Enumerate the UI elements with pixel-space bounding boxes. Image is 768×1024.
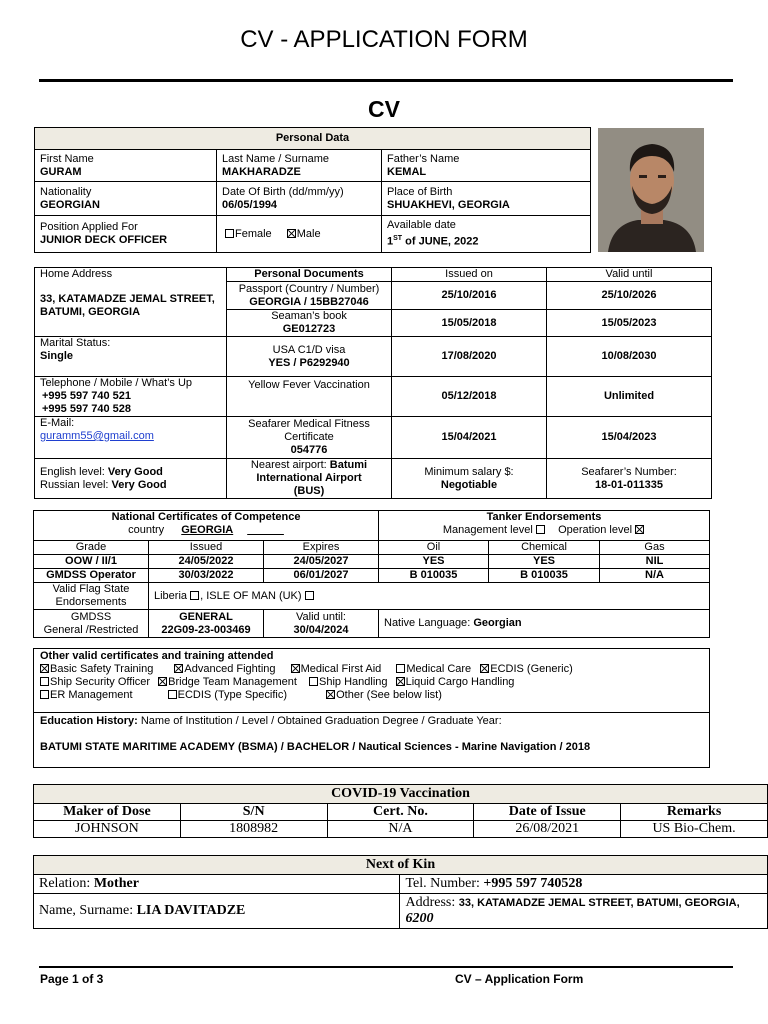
medical-valid: 15/04/2023	[547, 417, 712, 459]
next-of-kin-header: Next of Kin	[34, 856, 768, 875]
next-of-kin-table	[33, 855, 768, 929]
coc-cell: NIL	[600, 555, 710, 569]
documents-table	[34, 267, 712, 499]
training-checkbox[interactable]	[480, 664, 489, 673]
female-checkbox[interactable]	[225, 229, 234, 238]
nationality-cell: Nationality GEORGIAN	[35, 182, 217, 216]
seaman-valid: 15/05/2023	[547, 310, 712, 337]
passport-issued: 25/10/2016	[392, 282, 547, 310]
covid-cell: JOHNSON	[34, 821, 181, 838]
top-rule	[39, 79, 733, 82]
page-title: CV - APPLICATION FORM	[240, 26, 528, 53]
gas-header: Gas	[600, 541, 710, 555]
training-checkbox[interactable]	[40, 664, 49, 673]
training-row-1: Basic Safety Training Advanced Fighting Medical First Aid Medical Care ECDIS (Generic)	[40, 663, 703, 676]
male-checkbox[interactable]	[287, 229, 296, 238]
training-checkbox[interactable]	[291, 664, 300, 673]
personal-docs-header: Personal Documents	[227, 268, 392, 282]
isle-of-man-checkbox[interactable]	[305, 591, 314, 600]
available-date-cell: Available date 1ST of JUNE, 2022	[382, 216, 591, 253]
name-cell: Name, Surname: LIA DAVITADZE	[34, 894, 400, 929]
training-checkbox[interactable]	[309, 677, 318, 686]
coc-cell: 30/03/2022	[149, 569, 264, 583]
liberia-checkbox[interactable]	[190, 591, 199, 600]
seafarer-number-cell: Seafarer’s Number: 18-01-011335	[547, 459, 712, 499]
gmdss-label: GMDSS General /Restricted	[34, 610, 149, 638]
grade-header: Grade	[34, 541, 149, 555]
covid-cell: 1808982	[180, 821, 327, 838]
gmdss-valid: Valid until: 30/04/2024	[264, 610, 379, 638]
coc-cell: YES	[379, 555, 489, 569]
applicant-photo	[598, 128, 704, 252]
covid-cell: US Bio-Chem.	[621, 821, 768, 838]
email-link[interactable]: guramm55@gmail.com	[40, 430, 154, 442]
passport-cell: Passport (Country / Number) GEORGIA / 15BB27046	[227, 282, 392, 310]
marital-cell: Marital Status: Single	[35, 337, 227, 377]
training-checkbox[interactable]	[40, 677, 49, 686]
training-checkbox[interactable]	[174, 664, 183, 673]
address-cell: Address: 33, KATAMADZE JEMAL STREET, BATUMI, GEORGIA, 6200	[400, 894, 768, 929]
coc-cell: B 010035	[489, 569, 600, 583]
covid-col-header: Cert. No.	[327, 804, 474, 821]
flag-state-label: Valid Flag State Endorsements	[34, 583, 149, 610]
language-level-cell: English level: Very Good Russian level: Very Good	[35, 459, 227, 499]
covid-col-header: Maker of Dose	[34, 804, 181, 821]
medical-cell: Seafarer Medical Fitness Certificate 054776	[227, 417, 392, 459]
management-level-checkbox[interactable]	[536, 525, 545, 534]
last-name-cell: Last Name / Surname MAKHARADZE	[217, 150, 382, 182]
dob-cell: Date Of Birth (dd/mm/yy) 06/05/1994	[217, 182, 382, 216]
covid-cell: N/A	[327, 821, 474, 838]
covid-col-header: Date of Issue	[474, 804, 621, 821]
training-title: Other valid certificates and training attended	[40, 650, 274, 662]
covid-header: COVID-19 Vaccination	[34, 785, 768, 804]
coc-cell: 24/05/2022	[149, 555, 264, 569]
footer-rule	[39, 966, 733, 968]
covid-col-header: Remarks	[621, 804, 768, 821]
issued-on-header: Issued on	[392, 268, 547, 282]
covid-cell: 26/08/2021	[474, 821, 621, 838]
training-checkbox[interactable]	[168, 690, 177, 699]
position-cell: Position Applied For JUNIOR DECK OFFICER	[35, 216, 217, 253]
training-checkbox[interactable]	[396, 677, 405, 686]
coc-table	[33, 510, 710, 638]
pob-cell: Place of Birth SHUAKHEVI, GEORGIA	[382, 182, 591, 216]
father-name-cell: Father’s Name KEMAL	[382, 150, 591, 182]
cv-heading: CV	[368, 96, 400, 122]
chemical-header: Chemical	[489, 541, 600, 555]
operation-level-checkbox[interactable]	[635, 525, 644, 534]
issued-header: Issued	[149, 541, 264, 555]
personal-data-table	[34, 127, 591, 253]
coc-cell: 06/01/2027	[264, 569, 379, 583]
yellow-issued: 05/12/2018	[392, 377, 547, 417]
training-checkbox[interactable]	[326, 690, 335, 699]
salary-cell: Minimum salary $: Negotiable	[392, 459, 547, 499]
relation-cell: Relation: Mother	[34, 875, 400, 894]
training-table	[33, 648, 710, 768]
coc-cell: B 010035	[379, 569, 489, 583]
flag-state-cell: Liberia , ISLE OF MAN (UK)	[149, 583, 710, 610]
training-checkbox[interactable]	[158, 677, 167, 686]
visa-cell: USA C1/D visa YES / P6292940	[227, 337, 392, 377]
coc-cell: 24/05/2027	[264, 555, 379, 569]
training-checkbox[interactable]	[40, 690, 49, 699]
tel-cell: Tel. Number: +995 597 740528	[400, 875, 768, 894]
page-number: Page 1 of 3	[40, 972, 104, 986]
expires-header: Expires	[264, 541, 379, 555]
training-row-2: Ship Security Officer Bridge Team Management Ship Handling Liquid Cargo Handling	[40, 676, 703, 689]
coc-header: National Certificates of Competence country GEORGIA	[34, 511, 379, 541]
education-cell: Education History: Name of Institution / Level / Obtained Graduation Degree / Graduate Year: BATUMI STATE MARITIME ACADEMY (BSMA) / BACHELOR / Nautical Sciences - Marine Navigation / 2018	[34, 713, 710, 768]
medical-issued: 15/04/2021	[392, 417, 547, 459]
gender-cell: Female Male	[217, 216, 382, 253]
gmdss-certificate: GENERAL 22G09-23-003469	[149, 610, 264, 638]
yellow-valid: Unlimited	[547, 377, 712, 417]
education-entry: BATUMI STATE MARITIME ACADEMY (BSMA) / BACHELOR / Nautical Sciences - Marine Navigation / 2018	[40, 741, 591, 753]
coc-cell: N/A	[600, 569, 710, 583]
training-checkbox[interactable]	[396, 664, 405, 673]
covid-col-header: S/N	[180, 804, 327, 821]
phone-cell: Telephone / Mobile / What’s Up +995 597 740 521 +995 597 740 528	[35, 377, 227, 417]
seaman-issued: 15/05/2018	[392, 310, 547, 337]
email-cell: E-Mail: guramm55@gmail.com	[35, 417, 227, 459]
personal-data-header: Personal Data	[35, 128, 591, 150]
training-row-3: ER Management ECDIS (Type Specific) Other (See below list)	[40, 689, 703, 702]
oil-header: Oil	[379, 541, 489, 555]
footer-form-name: CV – Application Form	[455, 972, 584, 986]
airport-cell: Nearest airport: Batumi International Airport (BUS)	[227, 459, 392, 499]
tanker-header: Tanker Endorsements Management level Operation level	[379, 511, 710, 541]
visa-issued: 17/08/2020	[392, 337, 547, 377]
coc-cell: OOW / II/1	[34, 555, 149, 569]
visa-valid: 10/08/2030	[547, 337, 712, 377]
native-language-cell: Native Language: Georgian	[379, 610, 710, 638]
yellow-fever-cell: Yellow Fever Vaccination	[227, 377, 392, 417]
covid-table	[33, 784, 768, 838]
seaman-book-cell: Seaman’s book GE012723	[227, 310, 392, 337]
passport-valid: 25/10/2026	[547, 282, 712, 310]
home-address-cell: Home Address 33, KATAMADZE JEMAL STREET, BATUMI, GEORGIA	[35, 268, 227, 337]
first-name-cell: First Name GURAM	[35, 150, 217, 182]
valid-until-header: Valid until	[547, 268, 712, 282]
coc-cell: GMDSS Operator	[34, 569, 149, 583]
coc-cell: YES	[489, 555, 600, 569]
training-cell	[34, 649, 710, 713]
